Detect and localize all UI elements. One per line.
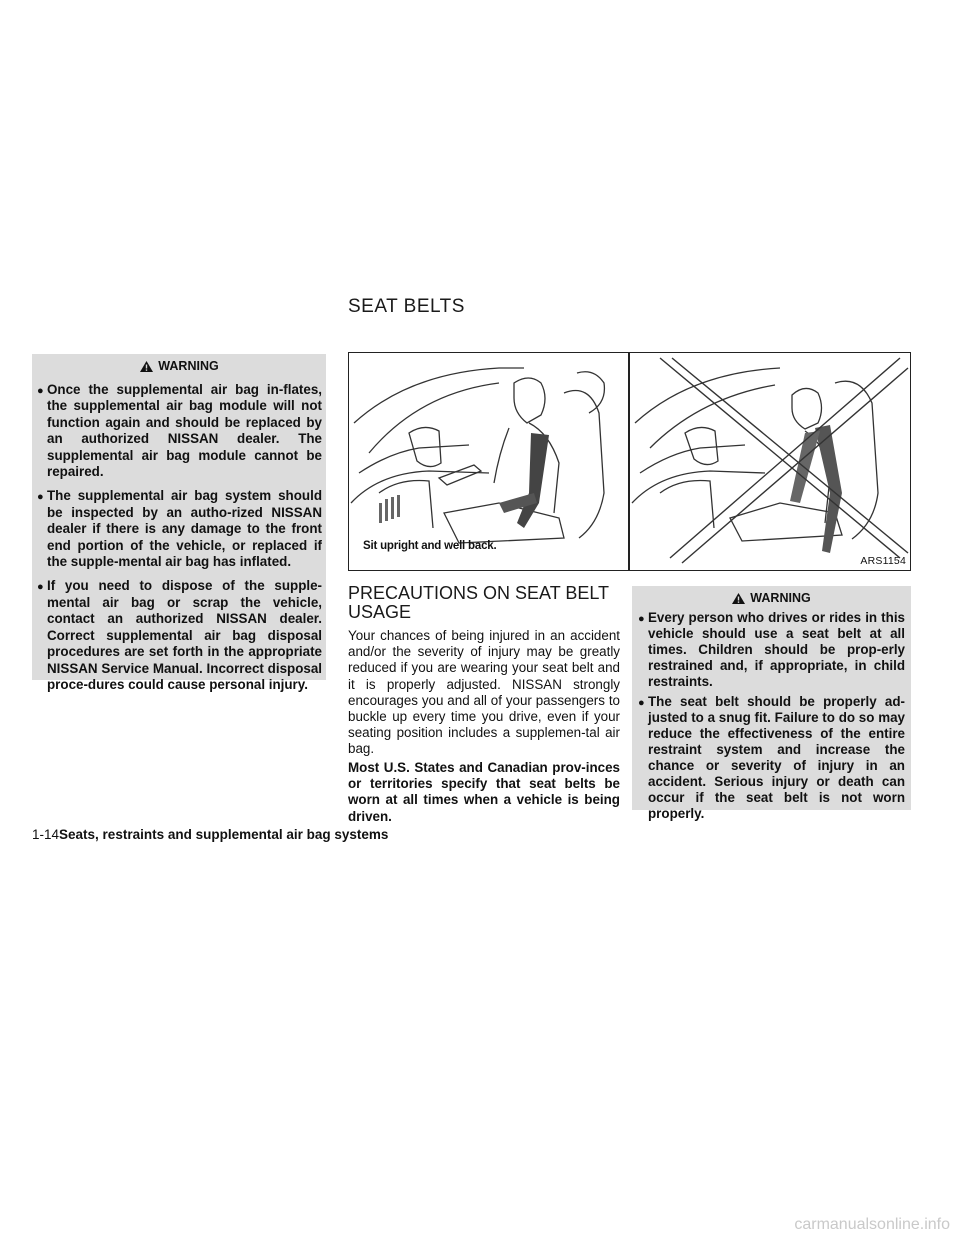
correct-posture-illustration — [349, 353, 627, 569]
warning-heading: WARNING — [158, 359, 219, 373]
precautions-heading: PRECAUTIONS ON SEAT BELT USAGE — [348, 583, 609, 622]
warning-item: ● Once the supplemental air bag in-flates, the supplemental air bag module will not function again and should be replaced by an authorized NISSAN dealer. The supplemental air bag module cannot be repaired. — [37, 382, 322, 480]
precautions-law-paragraph: Most U.S. States and Canadian prov-inces or territories specify that seat belts be worn at all times when a vehicle is being driven. — [348, 760, 620, 824]
precautions-paragraph: Your chances of being injured in an accident and/or the severity of injury may be greatly reduced if you are wearing your seat belt and it is properly adjusted. NISSAN strongly encourages you and all of your passengers to buckle up every time you drive, even if your seating position includes a supplemen-tal air bag. — [348, 628, 620, 757]
bullet-icon: ● — [638, 613, 645, 625]
warning-item: ● Every person who drives or rides in this vehicle should use a seat belt at all times. Children should be prop-erly restrained and, if appropriate, in child restraints. — [638, 610, 905, 689]
figure-caption: Sit upright and well back. — [363, 540, 497, 552]
warning-box-airbag — [32, 354, 326, 692]
warning-header — [638, 590, 905, 606]
section-title: SEAT BELTS — [348, 296, 465, 317]
bullet-icon: ● — [37, 385, 44, 397]
bullet-icon: ● — [638, 697, 645, 709]
warning-triangle-icon — [732, 593, 745, 604]
warning-item: ● The supplemental air bag system should be inspected by an autho-rized NISSAN dealer if there is any damage to the front end portion of the vehicle, or replaced if the supple-mental air bag has inflated. — [37, 488, 322, 570]
bullet-icon: ● — [37, 491, 44, 504]
warning-triangle-icon — [140, 361, 153, 372]
page-footer — [32, 827, 388, 842]
page-number: 1-14 — [32, 827, 60, 842]
seat-belt-figure — [348, 352, 911, 571]
incorrect-posture-illustration — [630, 353, 910, 569]
warning-header — [37, 358, 322, 374]
warning-box-seat-belt — [632, 586, 911, 821]
watermark: carmanualsonline.info — [794, 1216, 950, 1233]
warning-item: ● The seat belt should be properly ad-justed to a snug fit. Failure to do so may reduce the effectiveness of the entire restraint system and increase the chance or severity of injury in an accident. Serious injury or death can occur if the seat belt is not worn properly. — [638, 694, 905, 821]
figure-code: ARS1154 — [860, 555, 906, 567]
warning-heading: WARNING — [750, 591, 811, 605]
chapter-title: Seats, restraints and supplemental air bag systems — [59, 827, 389, 842]
warning-item: ● If you need to dispose of the supple-mental air bag or scrap the vehicle, contact an authorized NISSAN dealer. Correct supplemental air bag disposal procedures are set forth in the appropriate NISSAN Service Manual. Incorrect disposal proce-dures could cause personal injury. — [37, 578, 322, 692]
bullet-icon: ● — [37, 581, 44, 594]
